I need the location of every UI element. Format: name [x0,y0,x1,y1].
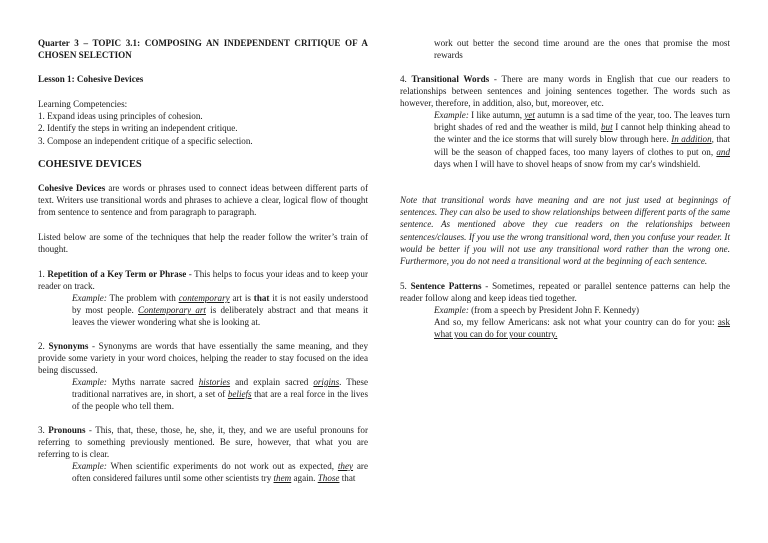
quote-text: And so, my fellow Americans: ask not what your country can do for you: [434,317,718,327]
section-heading: COHESIVE DEVICES [38,159,142,170]
example-keyword: beliefs [227,389,252,400]
item-term: Transitional Words [411,74,490,84]
competency-item: 3. Compose an independent critique of a specific selection. [38,135,253,146]
competencies-block [38,98,368,147]
item-term: Repetition of a Key Term or Phrase [47,269,187,279]
example-text: , that will be the season of chapped faces, too many layers of clothes to put on, [434,134,730,157]
item-number: 2. [38,341,49,351]
example-label: Example: [434,305,469,315]
example-text: days when I will have to shovel heaps of snow from my car's windshield. [434,158,701,169]
example-keyword: Those [317,473,340,484]
patterns-item [400,280,730,304]
item-description: - Sometimes, repeated or parallel sentence patterns can help the reader follow along and keep ideas tied together. [400,281,731,304]
pronouns-example-continued: work out better the second time around are the ones that promise the most rewards [434,38,730,61]
item-description: - Synonyms are words that have essentially the same meaning, and they provide some variety in your word choices, helping the reader to stay focused on the idea being discussed. [38,341,369,376]
quote-underlined: ask what you can do for your country. [434,317,730,340]
page-title: Quarter 3 – TOPIC 3.1: COMPOSING AN INDEPENDENT CRITIQUE OF A CHOSEN SELECTION [38,38,368,61]
example-text: again. [291,473,318,484]
example-text: that are a real force in the lives of the people who tell them. [72,389,368,412]
example-keyword: they [337,461,354,471]
item-number: 3. [38,425,49,435]
example-keyword: In addition [671,134,712,145]
item-number: 1. [38,269,48,279]
synonyms-item [38,340,368,377]
item-number: 5. [400,281,411,291]
intro-text: are words or phrases used to connect ideas between different parts of text. Writers use transitional words and phrases to achieve a clear, logical flow of thought from sentence to sentence and from paragraph to paragraph. [38,183,368,218]
example-text: is deliberately abstract and that means it leaves the viewer wondering what she is looking at. [72,305,368,328]
example-text: Myths narrate sacred [106,377,199,387]
example-label: Example: [72,293,107,303]
example-keyword: yet [524,110,535,120]
item-term: Synonyms [48,341,89,351]
item-description: - There are many words in English that cue our readers to relationships between sentences and joining sentences together. The words such as however, therefore, in addition, also, but, moreover, etc. [400,74,730,109]
item-description: - This, that, these, those, he, she, it, they, and we are useful pronouns for referring to something previously mentioned. Be sure, however, that what you are referring to is clear. [38,425,368,460]
example-label: Example: [434,110,469,120]
pronouns-item [38,424,368,461]
synonyms-example [72,376,368,413]
example-keyword: contemporary [178,293,230,303]
example-text: autumn is a sad time of the year, too. The leaves turn bright shades of red and the weather is mild, [434,110,730,133]
example-text: that [339,473,356,484]
example-keyword: Contemporary art [138,305,206,316]
example-keyword: origins [313,377,340,387]
example-text: The problem with [106,293,179,303]
intro-paragraph [38,182,368,219]
example-text: it is not easily understood by most people. [72,293,368,316]
listed-paragraph: Listed below are some of the techniques that help the reader follow the writer’s train of thought. [38,232,368,255]
example-text: are often considered failures until some other scientists try [72,461,369,484]
patterns-quote [434,316,730,340]
example-label: Example: [72,461,107,471]
example-keyword: that [253,293,270,303]
item-term: Sentence Patterns [410,281,482,291]
example-text: I like autumn, [468,110,525,120]
item-description: - This helps to focus your ideas and to keep your reader on track. [38,269,369,292]
example-keyword: histories [198,377,231,387]
example-keyword: and [716,146,730,157]
example-text: I cannot help thinking ahead to the winter and the ice storms that will surely blow through here. [434,122,730,145]
transitional-example [434,109,730,170]
intro-term: Cohesive Devices [38,183,106,193]
example-keyword: them [273,473,292,484]
pronouns-example [72,460,368,484]
item-number: 4. [400,74,412,84]
transitional-note: Note that transitional words have meaning and are not just used at beginnings of sentences. They can also be used to show relationships between different parts of the same sentence. As mentioned above they cue readers on the relationships between sentences/clauses. If you use the wrong transitional word, then you confuse your reader. It would be better if you will not use any transitional word rather than the wrong one. Furthermore, you do not need a transitional word at the beginning of each sentence. [400,195,730,267]
item-term: Pronouns [48,425,86,435]
repetition-item [38,268,368,292]
example-text: (from a speech by President John F. Kennedy) [468,305,640,315]
repetition-example [72,292,368,329]
lesson-title: Lesson 1: Cohesive Devices [38,74,144,84]
example-keyword: but [600,122,613,133]
example-text: and explain sacred [230,377,314,387]
example-label: Example: [72,377,107,387]
competency-item: 1. Expand ideas using principles of cohesion. [38,111,203,122]
transitional-item [400,73,730,110]
example-text: . These traditional narratives are, in short, a set of [72,377,368,400]
patterns-example [434,304,730,316]
competency-item: 2. Identify the steps in writing an independent critique. [38,123,238,134]
example-text: When scientific experiments do not work out as expected, [106,461,338,471]
competencies-heading: Learning Competencies: [38,99,128,109]
example-text: art is [229,293,254,303]
